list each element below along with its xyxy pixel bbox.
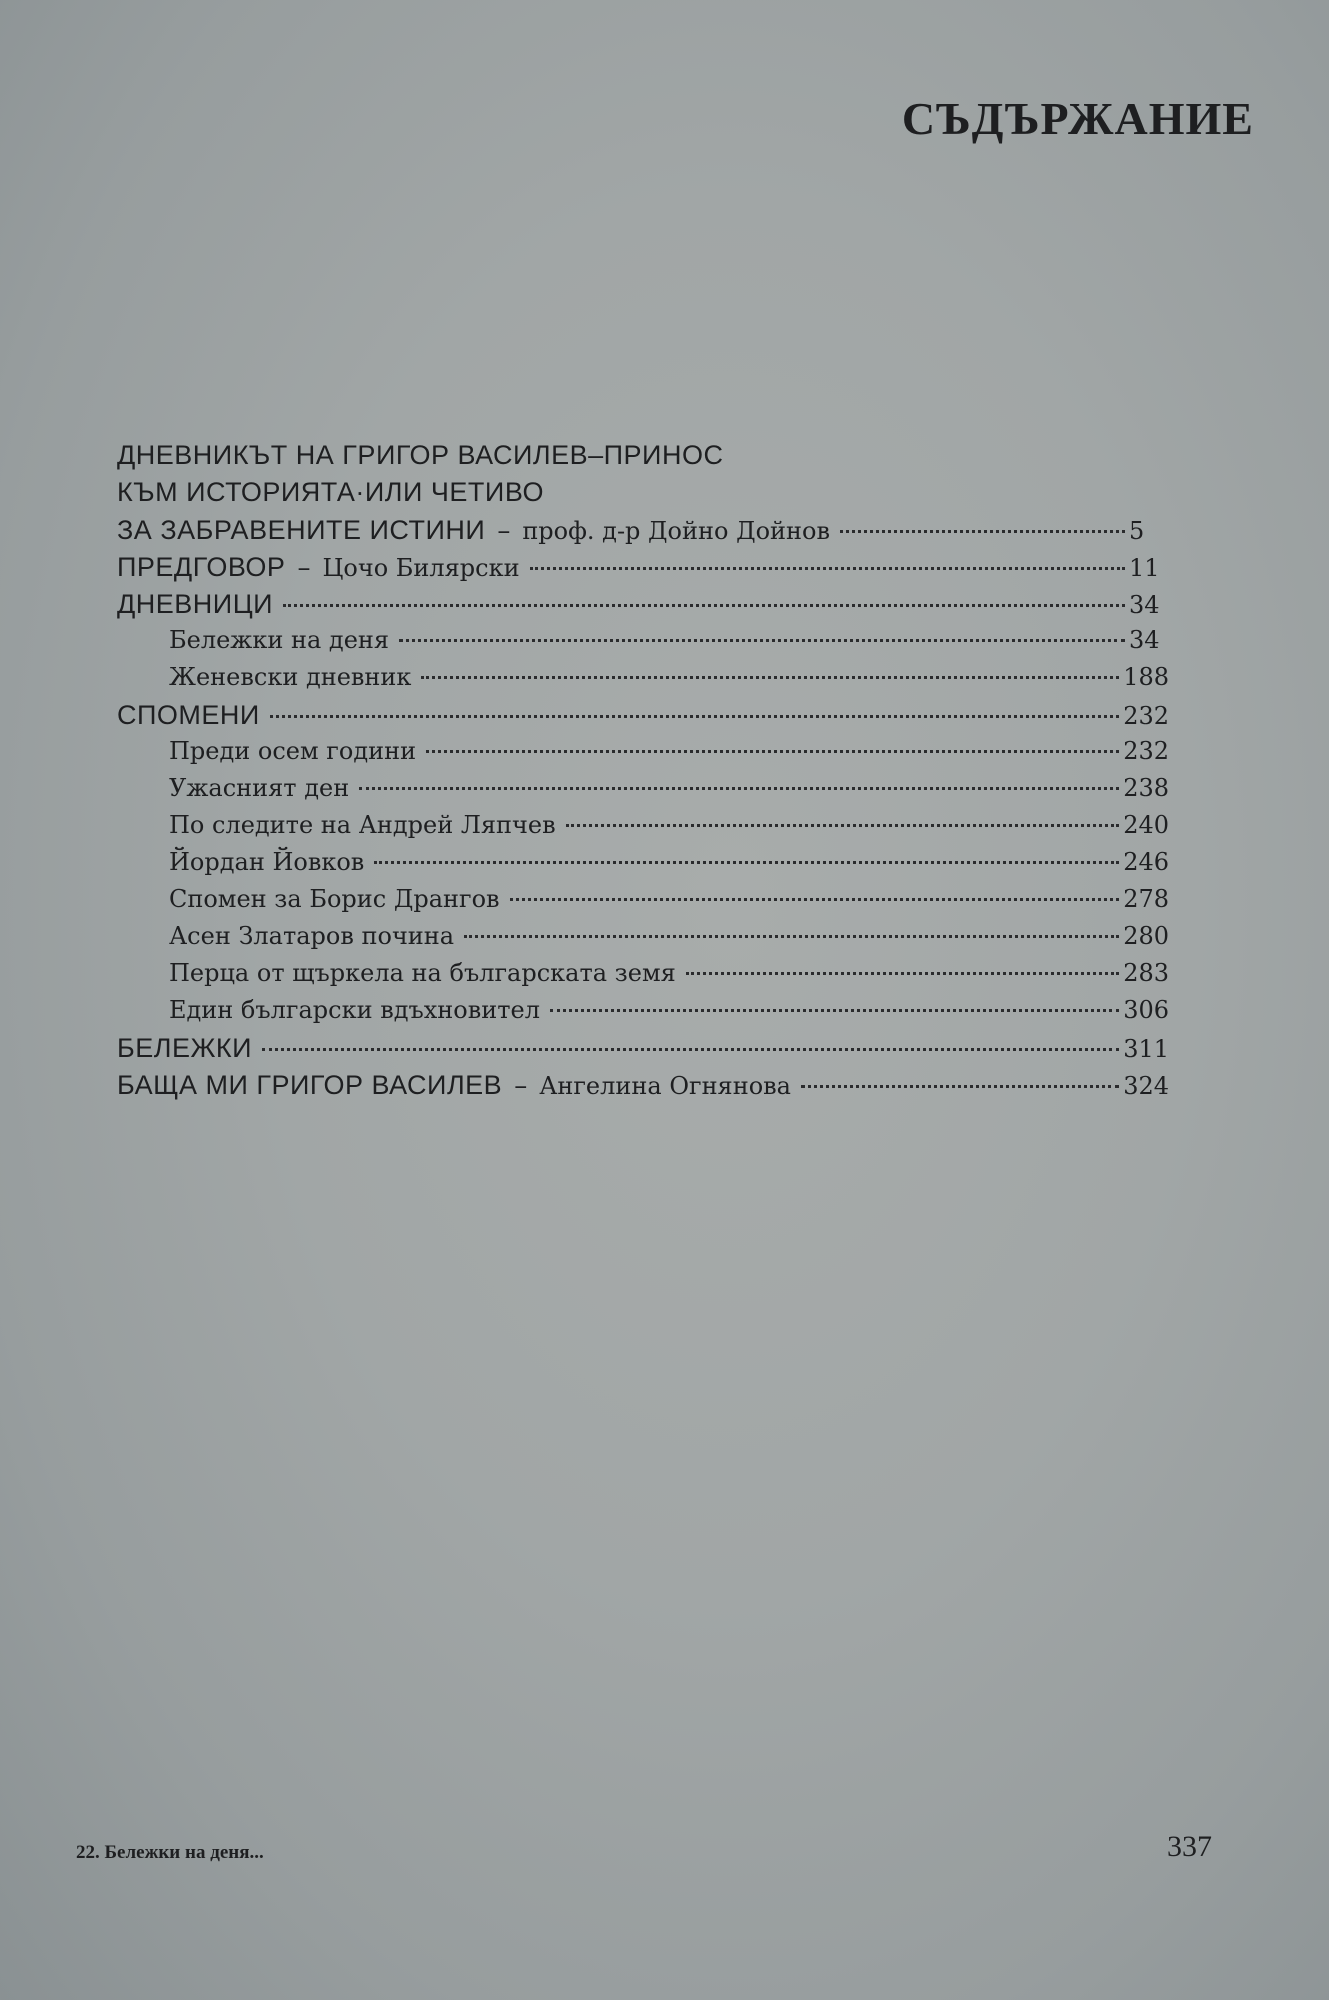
- toc-entry-page: 5: [1129, 517, 1145, 545]
- toc-entry-page: 188: [1123, 663, 1169, 691]
- toc-entry-title: Женевски дневник: [169, 663, 412, 691]
- dot-leader: [464, 935, 1119, 938]
- toc-entry-title: СПОМЕНИ: [117, 700, 260, 730]
- page-number: 337: [1167, 1830, 1212, 1863]
- dot-leader: [566, 824, 1120, 827]
- dot-leader: [801, 1085, 1119, 1088]
- dot-leader: [840, 530, 1125, 533]
- toc-entry-title: БЕЛЕЖКИ: [117, 1033, 253, 1063]
- toc-entry-page: 283: [1123, 959, 1169, 987]
- toc-entry-title: Бележки на деня: [169, 626, 390, 654]
- printer-signature: 22. Бележки на деня...: [76, 1842, 264, 1863]
- toc-entry-page: 11: [1129, 554, 1160, 582]
- toc-subentry-inspirer[interactable]: [117, 996, 1169, 1030]
- toc-subentry-lyapchev[interactable]: [117, 811, 1169, 845]
- toc-entry-page: 232: [1123, 737, 1169, 765]
- dot-leader: [550, 1009, 1119, 1012]
- toc-heading-line-1: ДНЕВНИКЪТ НА ГРИГОР ВАСИЛЕВ–ПРИНОС: [117, 440, 724, 470]
- toc-entry-my-father[interactable]: [117, 1070, 1169, 1104]
- toc-subentry-zlatarov[interactable]: [117, 922, 1169, 956]
- dot-leader: [399, 639, 1125, 642]
- toc-entry-author: проф. д-р Дойно Дойнов: [522, 517, 830, 545]
- toc-entry-memoirs[interactable]: [117, 700, 1169, 734]
- toc-subentry-yovkov[interactable]: [117, 848, 1169, 882]
- toc-entry-diaries[interactable]: [117, 589, 1169, 623]
- toc-entry-title: По следите на Андрей Ляпчев: [169, 811, 556, 839]
- toc-entry-page: 306: [1123, 996, 1169, 1024]
- toc-subentry-eight-years-ago[interactable]: [117, 737, 1169, 771]
- toc-entry-title: Преди осем години: [169, 737, 417, 765]
- toc-subentry-drangov[interactable]: [117, 885, 1169, 919]
- toc-entry-preface[interactable]: [117, 552, 1169, 586]
- toc-entry-author: Ангелина Огнянова: [539, 1072, 791, 1100]
- toc-entry-title: ДНЕВНИЦИ: [117, 589, 274, 619]
- toc-entry-title: Спомен за Борис Дрангов: [169, 885, 500, 913]
- toc-subentry-geneva-diary[interactable]: [117, 663, 1169, 697]
- toc-entry-title: Йордан Йовков: [169, 848, 365, 876]
- toc-entry-title: Асен Златаров почина: [169, 922, 455, 950]
- toc-entry-dash: –: [497, 516, 511, 546]
- page-title: СЪДЪРЖАНИЕ: [901, 93, 1254, 144]
- toc-subentry-day-notes[interactable]: [117, 626, 1169, 660]
- dot-leader: [283, 604, 1125, 607]
- toc-entry-page: 278: [1123, 885, 1169, 913]
- toc-entry-page: 240: [1123, 811, 1169, 839]
- toc-entry-page: 246: [1123, 848, 1169, 876]
- toc-entry-title: Един български вдъхновител: [169, 996, 540, 1024]
- dot-leader: [686, 972, 1119, 975]
- toc-heading-line-2: КЪМ ИСТОРИЯТА·ИЛИ ЧЕТИВО: [117, 477, 544, 507]
- toc-subentry-terrible-day[interactable]: [117, 774, 1169, 808]
- toc-entry-title: Перца от щъркела на българската земя: [169, 959, 676, 987]
- toc-entry-dash: –: [514, 1071, 528, 1101]
- dot-leader: [270, 715, 1119, 718]
- toc-entry-page: 324: [1123, 1072, 1169, 1100]
- dot-leader: [374, 861, 1119, 864]
- dot-leader: [530, 567, 1125, 570]
- toc-entry-title: Ужасният ден: [169, 774, 350, 802]
- toc-entry-page: 280: [1123, 922, 1169, 950]
- toc-entry-page: 311: [1123, 1035, 1169, 1063]
- toc-entry-page: 232: [1123, 702, 1169, 730]
- toc-entry-dash: –: [297, 553, 311, 583]
- dot-leader: [262, 1048, 1119, 1051]
- dot-leader: [421, 676, 1119, 679]
- toc-entry-notes[interactable]: [117, 1033, 1169, 1067]
- toc-entry-title: ПРЕДГОВОР: [117, 552, 286, 582]
- toc-entry-introduction[interactable]: [117, 515, 1169, 549]
- toc-entry-page: 34: [1129, 626, 1160, 654]
- toc-entry-page: 34: [1129, 591, 1160, 619]
- toc-entry-title: ЗА ЗАБРАВЕНИТЕ ИСТИНИ: [117, 515, 486, 545]
- toc-entry-title: БАЩА МИ ГРИГОР ВАСИЛЕВ: [117, 1070, 503, 1100]
- toc-entry-author: Цочо Билярски: [322, 554, 520, 582]
- toc-subentry-stork-feathers[interactable]: [117, 959, 1169, 993]
- dot-leader: [510, 898, 1120, 901]
- dot-leader: [359, 787, 1119, 790]
- toc-entry-page: 238: [1123, 774, 1169, 802]
- dot-leader: [426, 750, 1119, 753]
